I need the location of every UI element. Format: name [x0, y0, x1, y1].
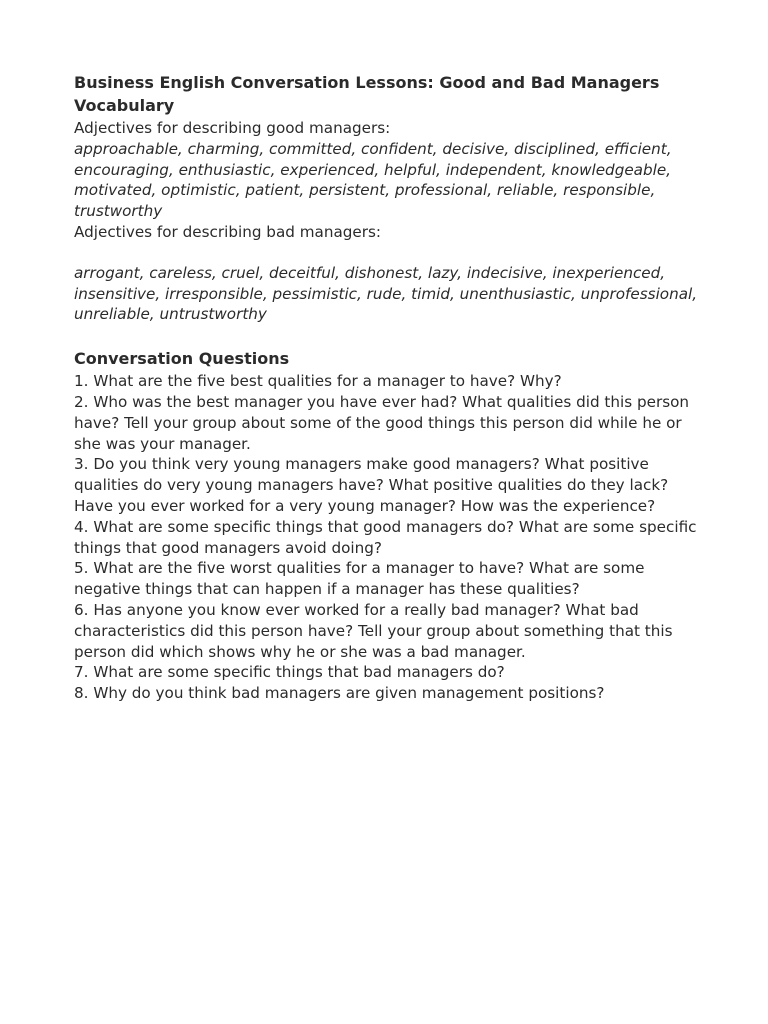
question-item: 1. What are the five best qualities for a manager to have? Why? [74, 372, 562, 391]
question-item: 2. Who was the best manager you have ever had? What qualities did this person have? Tell your group about some of the good things this person did while he or she was your manager. [74, 392, 690, 453]
questions-list [74, 371, 704, 704]
question-item: 8. Why do you think bad managers are given management positions? [74, 684, 605, 703]
question-item: 6. Has anyone you know ever worked for a really bad manager? What bad characteristics did this person have? Tell your group about something that this person did which shows why he or she was a bad manager. [74, 600, 673, 661]
bad-adjectives-label: Adjectives for describing bad managers: [74, 222, 382, 241]
question-item: 4. What are some specific things that good managers do? What are some specific things that good managers avoid doing? [74, 517, 697, 557]
good-adjectives-label: Adjectives for describing good managers: [74, 119, 391, 137]
bad-adjectives-list: arrogant, careless, cruel, deceitful, dishonest, lazy, indecisive, inexperienced, insensitive, irresponsible, pessimistic, rude, timid, unenthusiastic, unprofessional, unreliable, untrustworthy [74, 263, 698, 324]
document-title: Business English Conversation Lessons: Good and Bad Managers [74, 73, 660, 92]
question-item: 3. Do you think very young managers make good managers? What positive qualities do very young managers have? What positive qualities do they lack? Have you ever worked for a very young manager? How was the experience? [74, 455, 669, 515]
good-adjectives-list: approachable, charming, committed, confident, decisive, disciplined, efficient, encouraging, enthusiastic, experienced, helpful, independent, knowledgeable, motivated, optimistic, patient, persistent, professional, reliable, responsible, trustworthy [74, 139, 672, 221]
document-page [74, 72, 704, 704]
question-item: 5. What are the five worst qualities for a manager to have? What are some negative things that can happen if a manager has these qualities? [74, 559, 645, 599]
conversation-questions-heading: Conversation Questions [74, 349, 290, 369]
question-item: 7. What are some specific things that bad managers do? [74, 663, 505, 682]
vocabulary-heading: Vocabulary [74, 96, 175, 115]
